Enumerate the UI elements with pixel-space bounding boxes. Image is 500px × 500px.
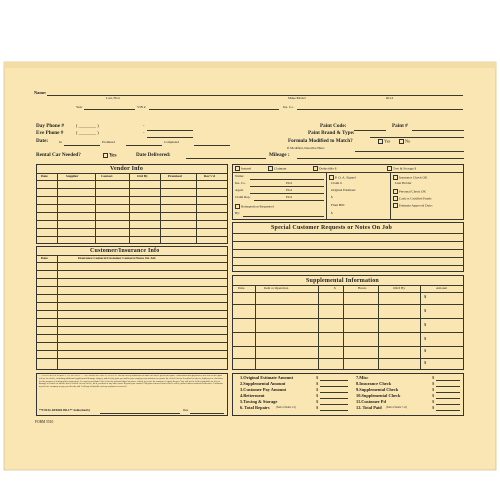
year-label: Year <box>76 105 83 109</box>
form-number: FORM 5510 <box>35 420 54 424</box>
customer-col-notes: Insurance Contacts/Customer Contacts/Notes On Job <box>78 256 156 260</box>
date-promised-label: Promised <box>102 140 115 144</box>
total-item-1: 1.Original Estimate Amount <box>240 375 294 380</box>
claimant-checkbox <box>268 166 273 171</box>
paint-number-label: Paint # <box>392 123 408 129</box>
total-item-5: 5.Towing & Storage <box>240 399 278 404</box>
authorization-text: ***PART PRICES SUBJECT TO INVOICE*** AUTHORIZED AND ACCEPTED. You are hereby authorized to make the above specified repairs. I understand that payment in full will be due upon release of vehicle, including additional supplemental damage charges, and hereby grant you and/or your employees permission to operate the vehicle herein described on streets, highways or elsewhere for the purpose of testing and/or inspection. An express mechanic's lien is hereby acknowledged on above vehicle to secure the amount of repairs thereto. You will not be held responsible for loss or damage to vehicle or articles left in vehicle in case of fire, theft, accident or any other cause beyond your control. Old parts removed from vehicle will be junked unless instructed otherwise. I authorize my/our ins. company to pay you directly and I will pay deductible and any amount not covered. <box>39 375 224 389</box>
total-item-4: 4.Betterment <box>240 393 265 398</box>
day-phone-label: Day Phone # <box>36 123 64 129</box>
total-item-2: 2.Supplemental Amount <box>240 381 286 386</box>
personal-check-ok-checkbox <box>393 189 398 194</box>
claim-agent-label: Agent <box>235 188 244 192</box>
supp-amount-dollar: $ <box>424 294 427 299</box>
original-estimate-dollar: $ <box>331 195 333 199</box>
estimate-approval-label: Estimate Approval Date: <box>399 203 433 208</box>
total-dollar: $ <box>432 405 435 410</box>
customer-insurance-table <box>36 246 228 370</box>
vendor-col-received: Rec'v'd <box>204 174 215 178</box>
total-dollar: $ <box>432 393 435 398</box>
customer-col-date: Date <box>41 256 48 260</box>
supp-col-date: Date <box>238 286 245 290</box>
total-item-12-suffix: (Sum of Items 7-11) <box>386 406 408 409</box>
formula-yes-checkbox <box>378 139 383 144</box>
ro-label: RO # <box>386 96 394 100</box>
total-dollar: $ <box>432 381 435 386</box>
date-delivered-label: Date Delivered: <box>136 152 171 158</box>
name-label: Name: <box>34 90 47 95</box>
tow-storage-label: Tow & Storage $ <box>393 166 417 171</box>
last-first-label: Last, First <box>106 96 120 100</box>
vendor-col-date: Date <box>41 174 48 178</box>
total-dollar: $ <box>432 375 435 380</box>
claim-agent-ph-label: Ph # <box>286 188 293 192</box>
vendor-info-title: Vendor Info <box>110 166 144 172</box>
supp-amount-dollar: $ <box>424 360 427 365</box>
date-in-label: In <box>59 140 62 144</box>
insured-checkbox <box>235 166 240 171</box>
insurance-check-ok-label: Insurance Check OK <box>399 175 428 180</box>
cash-certified-checkbox <box>393 196 398 201</box>
total-item-7: 7.Misc <box>356 375 369 380</box>
claimant-label: Claimant <box>274 166 287 171</box>
rental-car-label: Rental Car Needed? <box>36 152 81 158</box>
total-dollar: $ <box>316 399 319 404</box>
supp-col-amount: Amount <box>436 286 448 290</box>
claim-ins-ph-label: Ph # <box>286 181 293 185</box>
claim-rep-label: Claim Rep. <box>235 195 251 199</box>
deductible-checkbox <box>313 166 318 171</box>
if-modified-label: If Modified, Describe Here: <box>287 146 325 150</box>
total-item-6: 6. Total Repairs <box>240 405 270 410</box>
reinspection-label: Reinspection Requested <box>241 204 274 209</box>
claim-by-label: By: <box>235 211 240 215</box>
poa-signed-checkbox <box>329 175 334 180</box>
total-dollar: $ <box>316 405 319 410</box>
total-dollar: $ <box>316 381 319 386</box>
final-bill-label: Final Bill: <box>331 203 345 207</box>
total-dollar: $ <box>432 387 435 392</box>
supp-amount-dollar: $ <box>424 322 427 327</box>
supp-col-dollar: $ <box>334 286 336 290</box>
authorization-date-label: Date <box>183 409 189 412</box>
cash-certified-label: Cash or Certified Funds <box>399 196 432 201</box>
claim-ins-co-label: Ins. Co. <box>235 181 246 185</box>
insurance-check-ok-checkbox <box>393 175 398 180</box>
rental-yes-checkbox <box>103 153 108 158</box>
formula-yes-label: Yes <box>384 138 391 144</box>
total-item-8: 8.Insurance Check <box>356 381 392 386</box>
vendor-col-contact: Contact <box>101 174 113 178</box>
insured-label: Insured <box>241 166 252 171</box>
total-item-10: 10.Supplemental Check <box>356 393 401 398</box>
vendor-col-promised: Promised <box>168 174 182 178</box>
total-dollar: $ <box>432 399 435 404</box>
supp-col-okd-by: OK'd By <box>393 286 406 290</box>
total-dollar: $ <box>316 387 319 392</box>
mileage-label: Mileage : <box>269 152 290 158</box>
make-model-label: Make/Model <box>288 96 306 100</box>
supplemental-info-title: Supplemental Information <box>306 278 379 284</box>
claim-name-label: Name: <box>235 174 245 178</box>
date-label: Date: <box>36 138 49 144</box>
total-item-3: 3.Customer Pay Amount <box>240 387 287 392</box>
supp-amount-dollar: $ <box>424 336 427 341</box>
lien-holder-label: Lien Holder <box>395 181 412 185</box>
deductible-label: Deductible $ <box>319 166 337 171</box>
total-item-9: 9.Supplemental Check <box>356 387 399 392</box>
formula-no-label: No <box>405 138 411 144</box>
claim-number-label: Claim # <box>331 181 342 185</box>
supp-col-item: Item or Operation <box>264 286 289 290</box>
vin-label: VIN # <box>137 105 146 109</box>
total-item-12: 12. Total Paid <box>356 405 382 410</box>
supp-amount-dollar: $ <box>424 308 427 313</box>
personal-check-ok-label: Personal Check OK <box>399 189 426 194</box>
special-requests-title: Special Customer Requests or Notes On Job <box>271 225 392 231</box>
vendor-col-ord-by: Ord By <box>137 174 148 178</box>
tow-storage-checkbox <box>387 166 392 171</box>
paint-brand-label: Paint Brand & Type: <box>308 130 355 136</box>
total-item-6-suffix: (Sum of Items 1-5) <box>276 406 296 409</box>
formula-no-checkbox <box>399 139 404 144</box>
customer-insurance-title: Customer/Insurance Info <box>90 248 160 254</box>
total-item-11: 11.Customer Pd <box>356 399 386 404</box>
total-dollar: $ <box>316 375 319 380</box>
original-estimate-label: Original Estimate: <box>331 188 356 192</box>
date-completed-label: Completed <box>164 140 179 144</box>
eve-phone-label: Eve Phone # <box>36 130 64 136</box>
formula-modified-label: Formula Modified to Match? <box>288 138 353 144</box>
total-dollar: $ <box>316 393 319 398</box>
claim-rep-ph-label: Ph # <box>286 195 293 199</box>
supp-amount-dollar: $ <box>424 348 427 353</box>
reinspection-checkbox <box>235 204 240 209</box>
poa-signed-label: P. O. A. Signed <box>335 175 356 180</box>
rental-yes-label: Yes <box>109 152 117 159</box>
paint-code-label: Paint Code: <box>320 123 347 129</box>
total-repair-bill-label: **TOTAL REPAIR BILL** Authorized by <box>39 409 91 412</box>
estimate-approval-checkbox <box>393 203 398 208</box>
vendor-col-supplier: Supplier <box>66 174 79 178</box>
ins-co-label: Ins. Co. <box>283 105 294 109</box>
supp-col-hours: Hours <box>358 286 367 290</box>
final-bill-dollar: $ <box>331 211 333 215</box>
